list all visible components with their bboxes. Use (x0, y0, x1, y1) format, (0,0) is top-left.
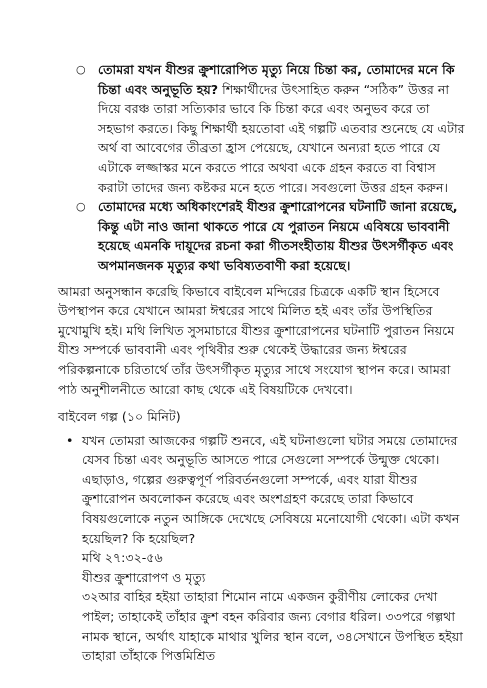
passage-title: যীশুর ক্রুশারোপণ ও মৃত্যু (82, 569, 206, 585)
hollow-circle-bullet-icon: ○ (76, 63, 86, 76)
sub-item-text (98, 197, 467, 275)
passage-reference: মথি ২৭:৩২-৫৬ (82, 550, 163, 566)
sub-item-question: তোমরা যখন যীশুর ক্রুশারোপিত মৃত্যু নিয়ে চিন্তা কর, তোমাদের মনে কি চিন্তা এবং অনুভূতি হয়? (98, 62, 455, 97)
hollow-circle-bullet-icon: ○ (76, 200, 86, 214)
section-heading: বাইবেল গল্প (১০ মিনিট) (58, 409, 181, 425)
passage-text: ৩২আর বাহির হইয়া তাহারা শিমোন নামে একজন কুরীণীয় লোকের দেখা পাইল; তাহাকেই তাঁহার ক্রুশ বহন করিবার জন্য বেগার ধরিল। ৩৩পরে গল্গথা নামক স্থানে, অর্থাৎ যাহাকে মাথার খুলির স্থান বলে, ৩৪সেখানে উপস্থিত হইয়া তাহারা তাঁহাকে পিত্তমিশ্রিত (82, 589, 463, 664)
sub-item (66, 60, 467, 197)
sub-item (66, 197, 467, 275)
passage-block (58, 548, 467, 666)
sub-item-instruction: শিক্ষার্থীদের উৎসাহিত করুন “সঠিক” উত্তর না দিয়ে বরঞ্চ তারা সত্যিকার ভাবে কি চিন্তা করে এবং অনুভব করে তা সহভাগ করতে। কিছু শিক্ষার্থী হয়তোবা এই গল্পটি এতবার শুনেছে যে এটার অর্থ বা আবেগের তীব্রতা হ্রাস পেয়েছে, যেখানে অন্যরা হতে পারে যে এটাকে লজ্জাস্কর মনে করতে পারে অথবা একে গ্রহন করতে বা বিশ্বাস করাটা তাদের জন্য কষ্টকর মনে হতে পারে। সবগুলো উত্তর গ্রহন করুন। (98, 81, 465, 195)
bullet-dot-icon: • (66, 432, 74, 448)
sub-item-text (98, 60, 467, 197)
bullet-text: যখন তোমরা আজকের গল্পটি শুনবে, এই ঘটনাগুলো ঘটার সময়ে তোমাদের যেসব চিন্তা এবং অনুভূতি আসতে পারে সেগুলো সম্পর্কে উন্মুক্ত থেকো। এছাড়াও, গল্পের গুরুত্বপূর্ণ পরিবর্তনগুলো সম্পর্কে, এবং যারা যীশুর ক্রুশারোপন অবলোকন করেছে এবং অংশগ্রহণ করেছে তারা কিভাবে বিষয়গুলোকে নতুন আঙ্গিকে দেখেছে সেবিষয়ে মনোযোগী থেকো। এটা কখন হয়েছিল? কি হয়েছিল? (82, 432, 460, 546)
sub-item-question: তোমাদের মধ্যে অধিকাংশেরই যীশুর ক্রুশারোপনের ঘটনাটি জানা রয়েছে, কিন্তু এটা নাও জানা থাকতে পারে যে পুরাতন নিয়মে এবিষয়ে ভাববানী হয়েছে এমনকি দায়ূদের রচনা করা গীতসংহীতায় যীশুর উৎসর্গীকৃত এবং অপমানজনক মৃত্যুর কথা ভবিষ্যতবাণী করা হয়েছে। (98, 199, 458, 273)
bullet-item (58, 431, 467, 549)
body-paragraph: আমরা অনুসন্ধান করেছি কিভাবে বাইবেল মন্দিরের চিত্রকে একটি স্থান হিসেবে উপস্থাপন করে যেখানে আমরা ঈশ্বরের সাথে মিলিত হই এবং তাঁর উপস্থিতির মুখোমুখি হই। মথি লিখিত সুসমাচারে যীশুর ক্রুশারোপনের ঘটনাটি পুরাতন নিয়মে যীশু সম্পর্কে ভাববানী এবং পৃথিবীর শুরু থেকেই উদ্ধারের জন্য ঈশ্বরের পরিকল্পনাকে চরিতার্থে তাঁর উৎসর্গীকৃত মৃত্যুর সাথে সংযোগ স্থাপন করে। আমরা পাঠ অনুশীলনীতে আরো কাছ থেকে এই বিষয়টিকে দেখবো। (58, 283, 455, 397)
